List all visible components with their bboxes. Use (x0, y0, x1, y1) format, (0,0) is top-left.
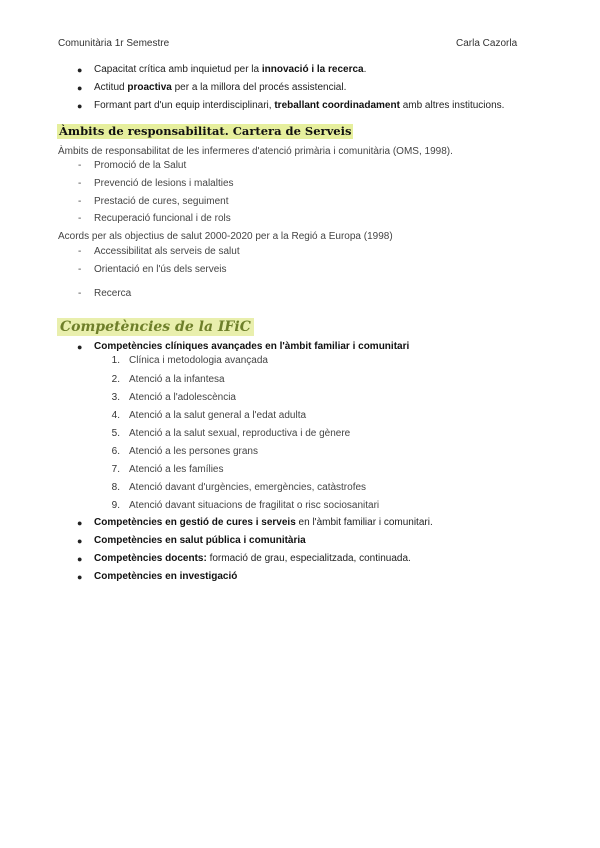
list-item: Recuperació funcional i de rols (94, 213, 231, 224)
list-item: Clínica i metodologia avançada (129, 355, 268, 366)
bullet-icon: ● (77, 342, 83, 352)
list-item: Atenció a l'adolescència (129, 392, 236, 403)
bullet-icon: ● (77, 101, 83, 111)
list-item: Atenció a la salut sexual, reproductiva i de gènere (129, 428, 351, 439)
paragraph-intro: Àmbits de responsabilitat de les infermeres d'atenció primària i comunitària (OMS, 1998). (58, 146, 453, 157)
bullet-icon: ● (77, 536, 83, 546)
list-number: 7. (111, 464, 120, 475)
bullet-icon: ● (77, 83, 83, 93)
section-heading-competencies: Competències de la IFiC (57, 318, 254, 336)
list-item: Recerca (94, 288, 132, 299)
list-item: Competències en gestió de cures i serveis en l'àmbit familiar i comunitari. (94, 517, 433, 528)
bullet-icon: ● (77, 518, 83, 528)
list-number: 2. (111, 374, 120, 385)
list-number: 5. (111, 428, 120, 439)
list-item: Prestació de cures, seguiment (94, 196, 229, 207)
list-item: Competències en investigació (94, 571, 238, 582)
list-item: Promoció de la Salut (94, 160, 187, 171)
dash-icon: - (78, 213, 82, 224)
list-number: 6. (111, 446, 120, 457)
dash-icon: - (78, 288, 82, 299)
section-heading-ambits: Àmbits de responsabilitat. Cartera de Serveis (59, 124, 352, 138)
bullet-icon: ● (77, 65, 83, 75)
list-item: Atenció a la salut general a l'edat adulta (129, 410, 307, 421)
list-number: 8. (111, 482, 120, 493)
header-left: Comunitària 1r Semestre (58, 38, 170, 49)
list-item: Capacitat crítica amb inquietud per la innovació i la recerca. (94, 64, 367, 75)
bullet-icon: ● (77, 554, 83, 564)
list-item: Actitud proactiva per a la millora del procés assistencial. (94, 82, 347, 93)
list-item: Orientació en l'ús dels serveis (94, 264, 227, 275)
list-item: Atenció a les famílies (129, 464, 224, 475)
list-item: Prevenció de lesions i malalties (94, 178, 234, 189)
list-item: Atenció a la infantesa (129, 374, 225, 385)
dash-icon: - (78, 246, 82, 257)
dash-icon: - (78, 160, 82, 171)
dash-icon: - (78, 264, 82, 275)
list-item: Competències clíniques avançades en l'àmbit familiar i comunitari (94, 341, 410, 352)
list-number: 4. (111, 410, 120, 421)
dash-icon: - (78, 196, 82, 207)
list-item: Competències docents: formació de grau, especialitzada, continuada. (94, 553, 411, 564)
list-number: 3. (111, 392, 120, 403)
paragraph-intro2: Acords per als objectius de salut 2000-2020 per a la Regió a Europa (1998) (58, 231, 393, 242)
list-item: Formant part d'un equip interdisciplinari, treballant coordinadament amb altres institucions. (94, 100, 505, 111)
header-right: Carla Cazorla (456, 38, 518, 49)
list-item: Atenció davant situacions de fragilitat o risc sociosanitari (129, 500, 380, 511)
dash-icon: - (78, 178, 82, 189)
list-number: 9. (111, 500, 120, 511)
bullet-icon: ● (77, 572, 83, 582)
list-item: Competències en salut pública i comunitària (94, 535, 306, 546)
list-item: Accessibilitat als serveis de salut (94, 246, 240, 257)
list-number: 1. (111, 355, 120, 366)
list-item: Atenció a les persones grans (129, 446, 258, 457)
list-item: Atenció davant d'urgències, emergències, catàstrofes (129, 482, 367, 493)
